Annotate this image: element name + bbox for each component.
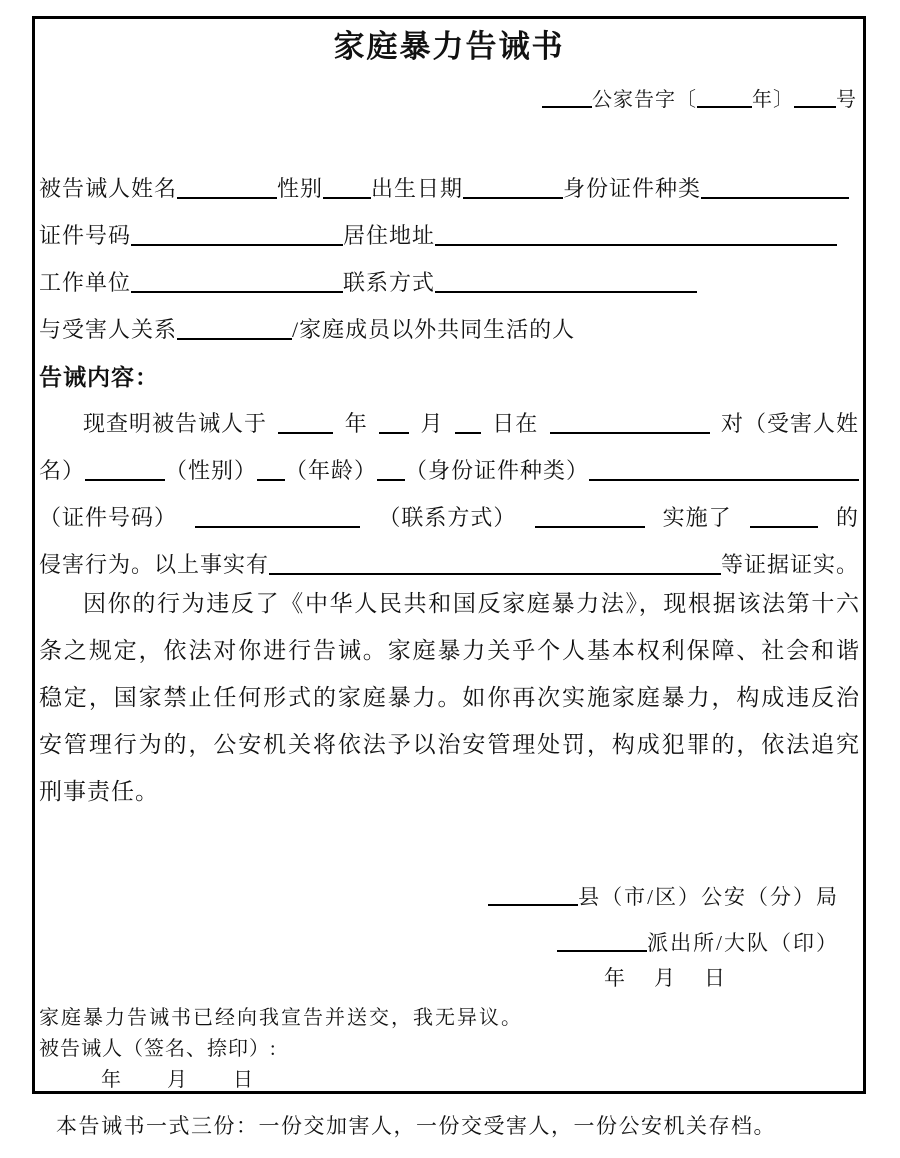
doc-number-bracket-close: 〕 [773,89,794,111]
signature-org-line-1 [39,865,859,911]
field-line-3 [39,251,859,298]
evidence-blank [269,573,721,575]
victim-gender-label: （性别） [165,458,258,484]
legal-line-1: 因你的行为违反了《中华人民共和国反家庭暴力法》，现根据该法第十六 [83,591,859,616]
doc-number-serial-blank [794,106,836,108]
field-line-4 [39,298,859,345]
victim-age-label: （年龄） [285,458,378,484]
committed-label: 实施了 [662,505,732,531]
year-label: 年 [344,411,368,437]
evidence-confirm-label: 等证据证实。 [720,552,859,578]
distribution-note: 本告诫书一式三份：一份交加害人，一份交受害人，一份公安机关存档。 [56,1114,776,1138]
acknowledgement-signer-label: 被告诫人（签名、捺印）: [39,1038,277,1060]
legal-line-5: 刑事责任。 [39,779,159,804]
legal-line-3: 稳定，国家禁止任何形式的家庭暴力。如你再次实施家庭暴力，构成违反治 [39,685,859,710]
employer-label: 工作单位 [39,270,132,296]
victim-id-type-label: （身份证件种类） [405,458,590,484]
victim-id-number-blank [195,526,360,528]
name-blank [177,197,277,199]
findings-line-1 [39,392,859,439]
employer-blank [131,291,343,293]
incident-place-blank [550,432,710,434]
id-number-blank [131,244,343,246]
victim-name-label: 名） [39,458,86,484]
victim-name-blank [85,479,165,481]
doc-number-suffix-label: 号 [836,89,857,111]
act-type-blank [750,526,818,528]
findings-text: 现查明被告诫人于 [83,411,268,437]
victim-id-number-label: （证件号码） [39,505,178,531]
findings-paragraph [39,392,859,580]
contact-label: 联系方式 [343,270,436,296]
id-number-label: 证件号码 [39,223,132,249]
acknowledgement-statement: 家庭暴力告诫书已经向我宣告并送交，我无异议。 [39,1007,523,1029]
doc-number-year-blank [697,106,752,108]
findings-line-2 [39,439,859,486]
victim-intro-text: 对（受害人姓 [720,411,859,437]
relation-blank [177,338,292,340]
name-label: 被告诫人姓名 [39,176,178,202]
relation-note: /家庭成员以外共同生活的人 [292,317,576,343]
document-border [32,16,866,1094]
personal-info-section [39,157,859,345]
legal-line-4: 安管理行为的，公安机关将依法予以治安管理处罚，构成犯罪的，依法追究 [39,732,859,757]
legal-line-2: 条之规定，依法对你进行告诫。家庭暴力关乎个人基本权利保障、社会和谐 [39,638,859,663]
org-line-1-label: 县（市/区）公安（分）局 [578,884,839,909]
incident-day-blank [455,432,481,434]
signature-org-line-2 [39,911,859,957]
county-blank [488,904,578,906]
victim-age-blank [377,479,405,481]
warning-content-heading: 告诫内容： [39,364,159,390]
victim-contact-blank [535,526,645,528]
victim-gender-blank [257,479,285,481]
incident-month-blank [379,432,409,434]
findings-line-4 [39,533,859,580]
id-type-label: 身份证件种类 [563,176,702,202]
signature-block [39,865,859,999]
gender-label: 性别 [277,176,324,202]
document-number-line [39,79,859,113]
doc-number-agency-blank [542,106,592,108]
id-type-blank [701,197,849,199]
field-line-1 [39,157,859,204]
harm-facts-label: 侵害行为。以上事实有 [39,552,270,578]
particle-label: 的 [835,505,859,531]
month-label: 月 [420,411,444,437]
gender-blank [323,197,371,199]
contact-blank [435,291,697,293]
legal-paragraph [39,580,859,815]
doc-number-year-label: 年 [752,89,773,111]
acknowledgement-section [39,1003,859,1094]
doc-number-bracket-open: 〔 [676,89,697,111]
org-line-2-label: 派出所/大队（印） [647,930,839,955]
relation-label: 与受害人关系 [39,317,178,343]
findings-line-3 [39,486,859,533]
victim-id-type-blank [589,479,859,481]
victim-contact-label: （联系方式） [378,505,517,531]
signature-date-line: 年 月 日 [604,966,729,990]
birth-label: 出生日期 [371,176,464,202]
document-title: 家庭暴力告诫书 [333,29,565,64]
address-label: 居住地址 [343,223,436,249]
birth-blank [463,197,563,199]
address-blank [435,244,837,246]
day-at-label: 日在 [492,411,539,437]
station-blank [557,950,647,952]
incident-year-blank [278,432,333,434]
field-line-2 [39,204,859,251]
doc-number-agency-label: 公家告字 [592,89,676,111]
acknowledgement-date-line: 年 月 日 [101,1069,255,1091]
